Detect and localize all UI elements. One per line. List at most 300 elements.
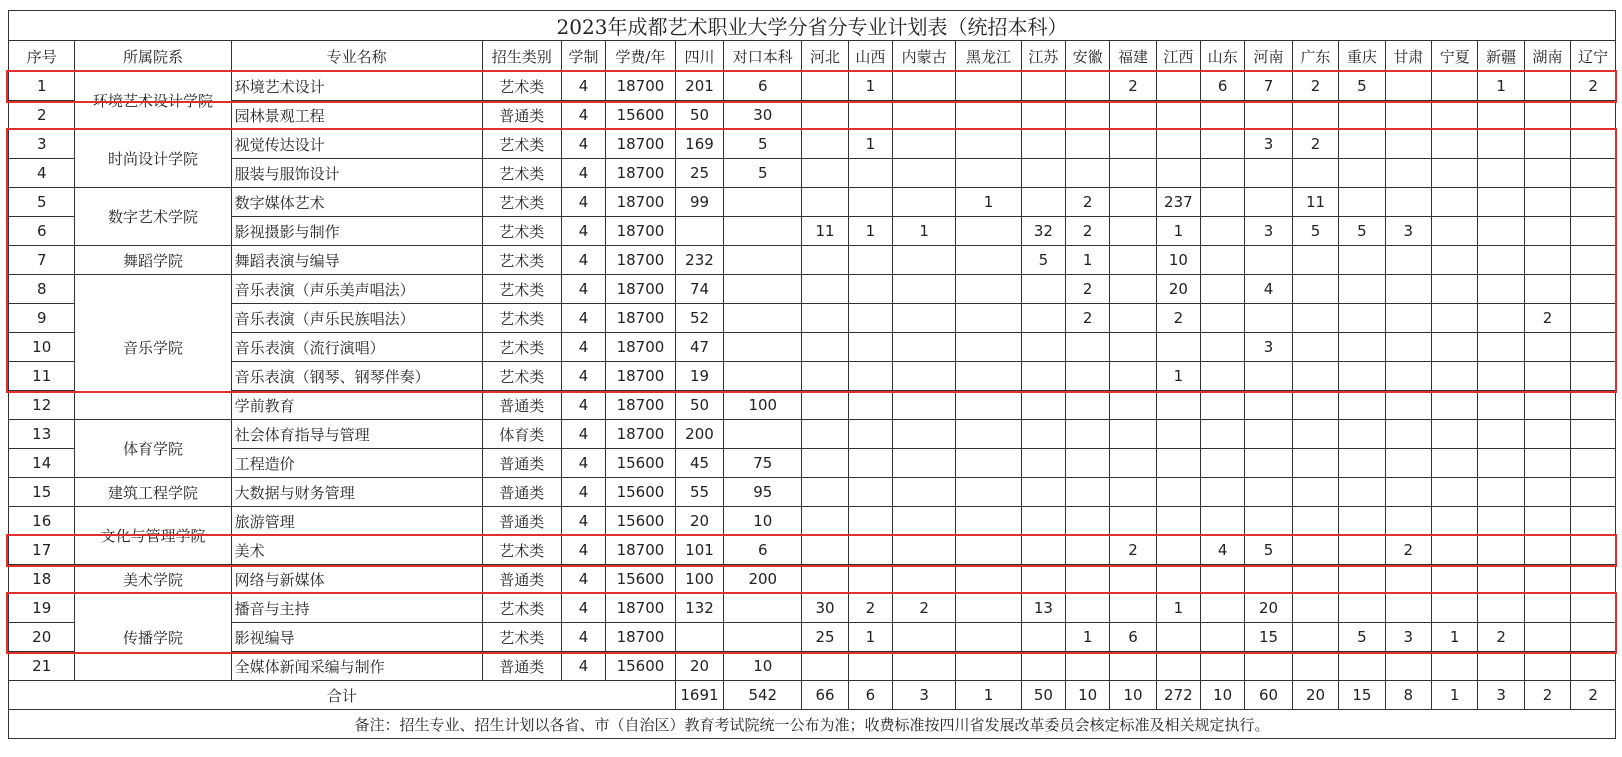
province-quota — [1066, 101, 1110, 130]
province-quota — [1385, 420, 1431, 449]
province-quota — [893, 304, 956, 333]
province-quota — [1066, 391, 1110, 420]
total-province: 10 — [1066, 681, 1110, 710]
duikou-quota — [724, 188, 802, 217]
province-quota: 2 — [1524, 304, 1570, 333]
province-quota — [1478, 652, 1524, 681]
total-province: 3 — [893, 681, 956, 710]
province-quota: 10 — [1156, 246, 1200, 275]
province-quota — [802, 188, 848, 217]
department-cell: 舞蹈学院 — [75, 246, 231, 275]
column-header: 江苏 — [1021, 41, 1065, 72]
province-quota: 5 — [1292, 217, 1338, 246]
row-number: 14 — [9, 449, 75, 478]
category-cell: 体育类 — [482, 420, 561, 449]
duikou-quota — [724, 420, 802, 449]
major-name: 网络与新媒体 — [231, 565, 482, 594]
province-quota — [1066, 333, 1110, 362]
province-quota — [1478, 333, 1524, 362]
category-cell: 艺术类 — [482, 188, 561, 217]
column-header: 江西 — [1156, 41, 1200, 72]
province-quota: 3 — [1245, 217, 1292, 246]
province-quota — [802, 275, 848, 304]
province-quota — [1385, 159, 1431, 188]
province-quota — [1245, 391, 1292, 420]
total-province: 3 — [1478, 681, 1524, 710]
province-quota — [1478, 217, 1524, 246]
duration-cell: 4 — [561, 536, 605, 565]
province-quota — [1110, 130, 1156, 159]
column-header: 山西 — [848, 41, 892, 72]
province-quota — [956, 420, 1021, 449]
province-quota — [1524, 594, 1570, 623]
province-quota: 5 — [1021, 246, 1065, 275]
sichuan-quota: 25 — [675, 159, 724, 188]
province-quota — [848, 275, 892, 304]
province-quota — [1201, 420, 1245, 449]
province-quota — [802, 246, 848, 275]
province-quota — [1385, 362, 1431, 391]
major-name: 舞蹈表演与编导 — [231, 246, 482, 275]
province-quota — [1478, 478, 1524, 507]
column-header: 所属院系 — [75, 41, 231, 72]
row-number: 10 — [9, 333, 75, 362]
province-quota — [1524, 478, 1570, 507]
province-quota — [1478, 536, 1524, 565]
column-header: 招生类别 — [482, 41, 561, 72]
duikou-quota — [724, 333, 802, 362]
province-quota — [1385, 101, 1431, 130]
province-quota — [1524, 188, 1570, 217]
province-quota — [1524, 101, 1570, 130]
duration-cell: 4 — [561, 478, 605, 507]
column-header: 甘肃 — [1385, 41, 1431, 72]
province-quota — [1385, 188, 1431, 217]
province-quota — [1156, 159, 1200, 188]
province-quota: 237 — [1156, 188, 1200, 217]
table-note: 备注：招生专业、招生计划以各省、市（自治区）教育考试院统一公布为准；收费标准按四川省发展改革委员会核定标准及相关规定执行。 — [9, 710, 1616, 739]
province-quota — [1292, 275, 1338, 304]
province-quota — [1245, 565, 1292, 594]
province-quota: 11 — [1292, 188, 1338, 217]
province-quota — [802, 333, 848, 362]
fee-cell: 18700 — [606, 188, 676, 217]
province-quota — [1385, 275, 1431, 304]
sichuan-quota: 50 — [675, 391, 724, 420]
province-quota — [1245, 420, 1292, 449]
province-quota — [802, 72, 848, 101]
province-quota — [1292, 159, 1338, 188]
province-quota: 2 — [1110, 72, 1156, 101]
province-quota — [1432, 420, 1478, 449]
major-name: 音乐表演（声乐美声唱法） — [231, 275, 482, 304]
province-quota — [1432, 594, 1478, 623]
duikou-quota: 30 — [724, 101, 802, 130]
province-quota — [1156, 536, 1200, 565]
province-quota — [1478, 188, 1524, 217]
fee-cell: 18700 — [606, 275, 676, 304]
province-quota — [1110, 420, 1156, 449]
province-quota — [1478, 420, 1524, 449]
province-quota: 1 — [848, 217, 892, 246]
province-quota — [1066, 72, 1110, 101]
province-quota — [956, 304, 1021, 333]
duikou-quota — [724, 362, 802, 391]
fee-cell: 18700 — [606, 594, 676, 623]
province-quota: 6 — [1110, 623, 1156, 652]
province-quota — [1571, 594, 1616, 623]
category-cell: 普通类 — [482, 652, 561, 681]
duration-cell: 4 — [561, 594, 605, 623]
major-name: 园林景观工程 — [231, 101, 482, 130]
duikou-quota — [724, 275, 802, 304]
row-number: 21 — [9, 652, 75, 681]
column-header: 黑龙江 — [956, 41, 1021, 72]
province-quota — [848, 536, 892, 565]
province-quota — [1432, 101, 1478, 130]
province-quota — [1339, 275, 1385, 304]
category-cell: 普通类 — [482, 565, 561, 594]
province-quota — [1066, 420, 1110, 449]
table-row — [9, 420, 1616, 449]
province-quota — [848, 420, 892, 449]
duration-cell: 4 — [561, 275, 605, 304]
province-quota — [1292, 652, 1338, 681]
province-quota — [1339, 449, 1385, 478]
total-sichuan: 1691 — [675, 681, 724, 710]
province-quota — [848, 333, 892, 362]
province-quota — [802, 130, 848, 159]
sichuan-quota: 52 — [675, 304, 724, 333]
row-number: 2 — [9, 101, 75, 130]
province-quota — [956, 623, 1021, 652]
column-header: 河南 — [1245, 41, 1292, 72]
province-quota — [1385, 333, 1431, 362]
province-quota — [1292, 449, 1338, 478]
fee-cell: 15600 — [606, 565, 676, 594]
province-quota — [1524, 333, 1570, 362]
fee-cell: 15600 — [606, 652, 676, 681]
province-quota — [1245, 246, 1292, 275]
province-quota — [1385, 130, 1431, 159]
fee-cell: 15600 — [606, 449, 676, 478]
fee-cell: 18700 — [606, 420, 676, 449]
province-quota — [1478, 304, 1524, 333]
province-quota — [956, 159, 1021, 188]
province-quota — [893, 507, 956, 536]
major-name: 大数据与财务管理 — [231, 478, 482, 507]
total-province: 20 — [1292, 681, 1338, 710]
province-quota — [1524, 217, 1570, 246]
province-quota — [1021, 72, 1065, 101]
province-quota — [848, 362, 892, 391]
row-number: 9 — [9, 304, 75, 333]
province-quota — [1571, 623, 1616, 652]
sichuan-quota: 19 — [675, 362, 724, 391]
province-quota — [1201, 217, 1245, 246]
province-quota — [1292, 391, 1338, 420]
column-header: 序号 — [9, 41, 75, 72]
province-quota — [1571, 101, 1616, 130]
department-cell: 建筑工程学院 — [75, 478, 231, 507]
province-quota — [1021, 304, 1065, 333]
row-number: 8 — [9, 275, 75, 304]
province-quota — [1156, 420, 1200, 449]
province-quota: 11 — [802, 217, 848, 246]
province-quota: 1 — [956, 188, 1021, 217]
duikou-quota — [724, 304, 802, 333]
category-cell: 艺术类 — [482, 362, 561, 391]
province-quota — [893, 478, 956, 507]
sichuan-quota: 74 — [675, 275, 724, 304]
duikou-quota: 10 — [724, 652, 802, 681]
province-quota — [1524, 246, 1570, 275]
province-quota — [1571, 449, 1616, 478]
province-quota — [802, 159, 848, 188]
total-province: 50 — [1021, 681, 1065, 710]
province-quota — [1021, 478, 1065, 507]
province-quota — [956, 536, 1021, 565]
province-quota — [1156, 507, 1200, 536]
category-cell: 艺术类 — [482, 536, 561, 565]
province-quota — [1432, 275, 1478, 304]
province-quota — [893, 188, 956, 217]
province-quota — [1021, 362, 1065, 391]
province-quota: 1 — [893, 217, 956, 246]
department-cell: 美术学院 — [75, 565, 231, 594]
province-quota — [1292, 565, 1338, 594]
province-quota: 2 — [1066, 188, 1110, 217]
major-name: 音乐表演（钢琴、钢琴伴奏） — [231, 362, 482, 391]
province-quota — [893, 391, 956, 420]
total-province: 2 — [1524, 681, 1570, 710]
fee-cell: 18700 — [606, 391, 676, 420]
total-province: 1 — [1432, 681, 1478, 710]
province-quota: 1 — [1432, 623, 1478, 652]
province-quota — [1432, 217, 1478, 246]
province-quota — [1524, 391, 1570, 420]
column-header: 新疆 — [1478, 41, 1524, 72]
province-quota — [1066, 449, 1110, 478]
department-cell: 数字艺术学院 — [75, 188, 231, 246]
total-province: 6 — [848, 681, 892, 710]
province-quota — [1339, 594, 1385, 623]
province-quota — [1110, 217, 1156, 246]
province-quota — [1339, 101, 1385, 130]
province-quota — [1245, 362, 1292, 391]
province-quota — [1571, 391, 1616, 420]
province-quota — [1339, 246, 1385, 275]
sichuan-quota: 100 — [675, 565, 724, 594]
province-quota — [956, 391, 1021, 420]
province-quota — [1201, 101, 1245, 130]
province-quota — [848, 478, 892, 507]
row-number: 5 — [9, 188, 75, 217]
province-quota — [802, 507, 848, 536]
province-quota — [1066, 478, 1110, 507]
fee-cell: 18700 — [606, 217, 676, 246]
province-quota — [893, 420, 956, 449]
duikou-quota — [724, 594, 802, 623]
total-row — [9, 681, 1616, 710]
province-quota — [1066, 507, 1110, 536]
duration-cell: 4 — [561, 304, 605, 333]
sichuan-quota: 132 — [675, 594, 724, 623]
table-title: 2023年成都艺术职业大学分省分专业计划表（统招本科） — [9, 11, 1616, 41]
duration-cell: 4 — [561, 246, 605, 275]
column-header: 对口本科 — [724, 41, 802, 72]
table-row — [9, 188, 1616, 217]
province-quota — [1571, 536, 1616, 565]
province-quota — [1201, 449, 1245, 478]
fee-cell: 18700 — [606, 130, 676, 159]
province-quota — [848, 304, 892, 333]
province-quota: 1 — [848, 130, 892, 159]
sichuan-quota: 200 — [675, 420, 724, 449]
province-quota — [1524, 130, 1570, 159]
major-name: 服装与服饰设计 — [231, 159, 482, 188]
province-quota — [848, 652, 892, 681]
department-cell: 时尚设计学院 — [75, 130, 231, 188]
sichuan-quota: 45 — [675, 449, 724, 478]
fee-cell: 18700 — [606, 246, 676, 275]
province-quota — [1156, 623, 1200, 652]
duration-cell: 4 — [561, 217, 605, 246]
row-number: 15 — [9, 478, 75, 507]
province-quota: 32 — [1021, 217, 1065, 246]
province-quota — [1110, 159, 1156, 188]
table-row — [9, 333, 1616, 362]
province-quota — [1339, 130, 1385, 159]
column-header: 学费/年 — [606, 41, 676, 72]
province-quota — [1339, 391, 1385, 420]
column-header: 湖南 — [1524, 41, 1570, 72]
province-quota — [1156, 101, 1200, 130]
province-quota — [848, 449, 892, 478]
duration-cell: 4 — [561, 159, 605, 188]
province-quota — [1432, 478, 1478, 507]
duikou-quota: 95 — [724, 478, 802, 507]
province-quota — [1385, 246, 1431, 275]
duration-cell: 4 — [561, 188, 605, 217]
province-quota — [1201, 246, 1245, 275]
duikou-quota: 200 — [724, 565, 802, 594]
province-quota — [956, 275, 1021, 304]
province-quota — [1339, 652, 1385, 681]
province-quota — [1292, 536, 1338, 565]
province-quota — [1021, 130, 1065, 159]
province-quota — [1432, 652, 1478, 681]
province-quota — [1245, 159, 1292, 188]
sichuan-quota: 232 — [675, 246, 724, 275]
row-number: 6 — [9, 217, 75, 246]
province-quota — [848, 188, 892, 217]
category-cell: 艺术类 — [482, 333, 561, 362]
province-quota — [1571, 217, 1616, 246]
province-quota — [1201, 565, 1245, 594]
major-name: 环境艺术设计 — [231, 72, 482, 101]
province-quota: 7 — [1245, 72, 1292, 101]
province-quota — [1571, 246, 1616, 275]
province-quota — [893, 536, 956, 565]
province-quota — [1385, 72, 1431, 101]
column-header: 河北 — [802, 41, 848, 72]
province-quota — [1478, 130, 1524, 159]
row-number: 16 — [9, 507, 75, 536]
table-row — [9, 565, 1616, 594]
enrollment-plan-table — [8, 10, 1616, 739]
province-quota: 3 — [1385, 623, 1431, 652]
province-quota: 2 — [1385, 536, 1431, 565]
province-quota — [1571, 420, 1616, 449]
province-quota — [1066, 362, 1110, 391]
province-quota — [1021, 101, 1065, 130]
sichuan-quota: 20 — [675, 652, 724, 681]
province-quota — [1385, 304, 1431, 333]
province-quota — [1110, 565, 1156, 594]
province-quota — [1245, 188, 1292, 217]
province-quota — [1156, 565, 1200, 594]
province-quota — [1245, 652, 1292, 681]
province-quota — [1524, 536, 1570, 565]
province-quota — [802, 652, 848, 681]
duikou-quota — [724, 246, 802, 275]
province-quota — [1201, 594, 1245, 623]
province-quota — [1156, 478, 1200, 507]
province-quota — [1021, 391, 1065, 420]
category-cell: 艺术类 — [482, 275, 561, 304]
province-quota — [1292, 362, 1338, 391]
duikou-quota: 6 — [724, 536, 802, 565]
province-quota — [1110, 362, 1156, 391]
duration-cell: 4 — [561, 333, 605, 362]
department-cell: 文化与管理学院 — [75, 507, 231, 565]
province-quota — [1245, 507, 1292, 536]
province-quota — [893, 623, 956, 652]
province-quota — [1110, 101, 1156, 130]
sichuan-quota: 50 — [675, 101, 724, 130]
province-quota — [956, 362, 1021, 391]
province-quota — [1571, 275, 1616, 304]
category-cell: 普通类 — [482, 507, 561, 536]
column-header: 宁夏 — [1432, 41, 1478, 72]
province-quota: 1 — [848, 72, 892, 101]
table-row — [9, 449, 1616, 478]
sichuan-quota: 55 — [675, 478, 724, 507]
table-body — [9, 11, 1616, 739]
province-quota — [1478, 594, 1524, 623]
category-cell: 艺术类 — [482, 304, 561, 333]
sichuan-quota: 169 — [675, 130, 724, 159]
province-quota: 2 — [1292, 72, 1338, 101]
sichuan-quota: 20 — [675, 507, 724, 536]
duikou-quota: 75 — [724, 449, 802, 478]
duration-cell: 4 — [561, 391, 605, 420]
fee-cell: 18700 — [606, 623, 676, 652]
province-quota — [1292, 304, 1338, 333]
table-row — [9, 362, 1616, 391]
column-header: 学制 — [561, 41, 605, 72]
province-quota — [1524, 362, 1570, 391]
province-quota — [956, 217, 1021, 246]
province-quota — [1524, 449, 1570, 478]
province-quota — [1339, 507, 1385, 536]
province-quota — [1245, 449, 1292, 478]
province-quota — [1292, 101, 1338, 130]
category-cell: 艺术类 — [482, 246, 561, 275]
province-quota — [1201, 478, 1245, 507]
category-cell: 艺术类 — [482, 594, 561, 623]
